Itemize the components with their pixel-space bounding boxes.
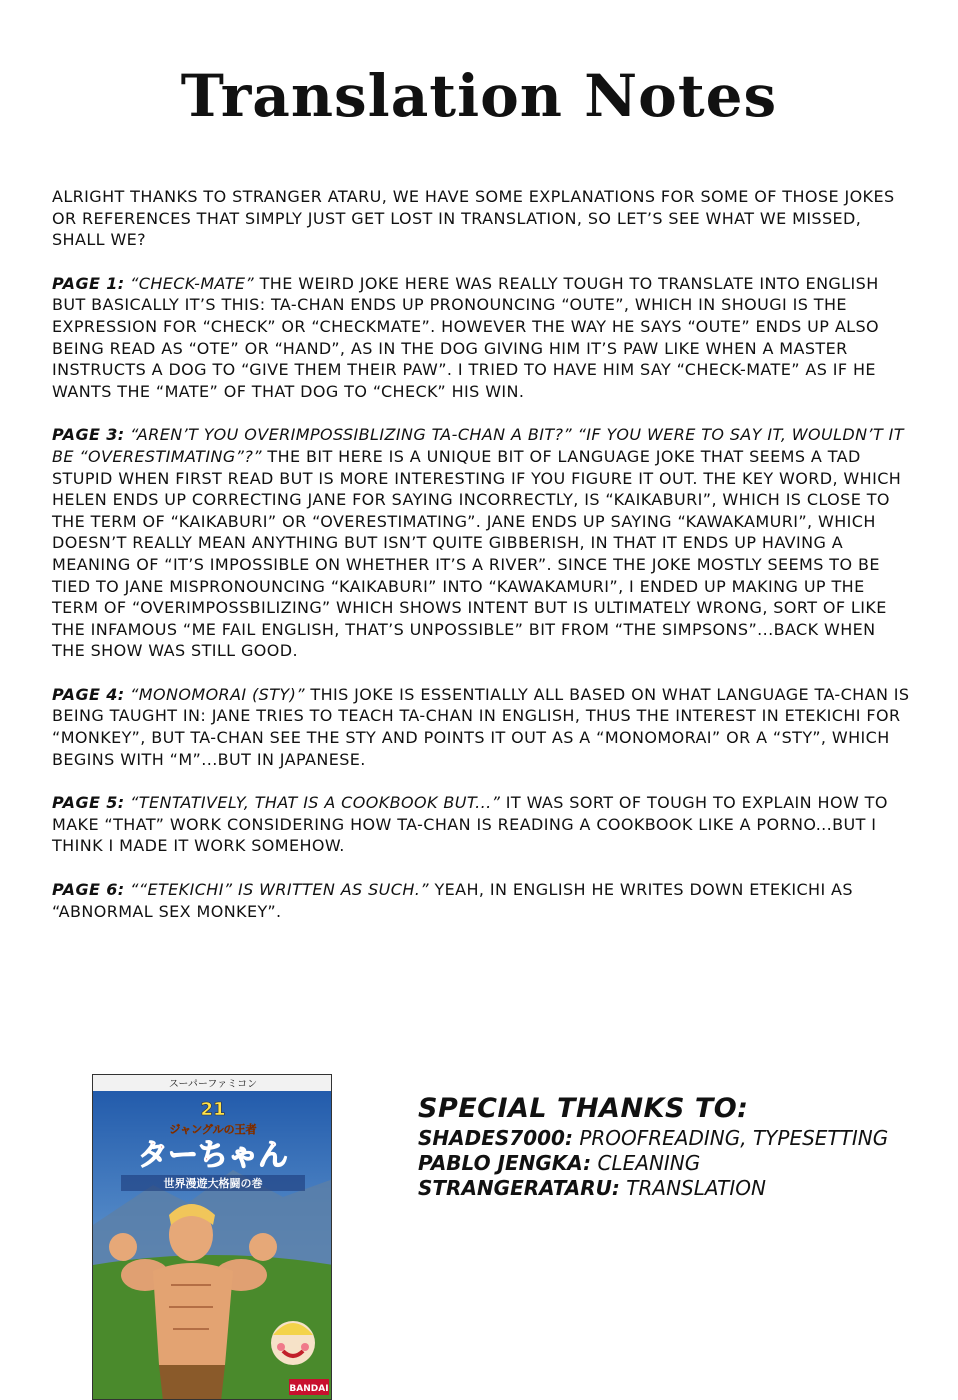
special-thanks [418, 1094, 918, 1201]
note-quote: “AREN’T YOU OVERIMPOSSIBLIZING TA-CHAN A BIT?” “IF YOU WERE TO SAY IT, WOULDN’T IT BE “OVERESTIMATING”?” [52, 425, 904, 466]
credit-name: PABLO JENGKA: [418, 1151, 592, 1175]
note-page-6 [52, 879, 912, 922]
page-title: Translation Notes [180, 62, 778, 130]
note-quote: “MONOMORAI (STY)” [130, 684, 305, 704]
note-label: PAGE 4: [52, 684, 125, 704]
cover-publisher: BANDAI [289, 1384, 329, 1394]
note-label: PAGE 6: [52, 880, 125, 900]
credit-name: SHADES7000: [418, 1126, 573, 1150]
note-label: PAGE 5: [52, 793, 125, 813]
note-page-4 [52, 684, 912, 770]
thanks-heading: SPECIAL THANKS TO: [418, 1093, 749, 1124]
note-text: YEAH, IN ENGLISH HE WRITES DOWN ETEKICHI AS “ABNORMAL SEX MONKEY”. [52, 880, 853, 921]
credit-name: STRANGERATARU: [418, 1176, 620, 1200]
credit-role: CLEANING [597, 1151, 701, 1175]
game-cover-image [92, 1074, 332, 1400]
note-label: PAGE 3: [52, 425, 125, 445]
note-quote: “TENTATIVELY, THAT IS A COOKBOOK BUT...” [130, 793, 501, 813]
note-quote: ““ETEKICHI” IS WRITTEN AS SUCH.” [130, 880, 429, 900]
credit-role: TRANSLATION [626, 1176, 766, 1200]
note-text: THE BIT HERE IS A UNIQUE BIT OF LANGUAGE JOKE THAT SEEMS A TAD STUPID WHEN FIRST READ BUT IS MORE INTERESTING IF YOU FIGURE IT OUT. THE KEY WORD, WHICH HELEN ENDS UP CORRECTING JANE FOR SAYING INCORRECTLY, IS “KAIKABURI”, WHICH IS CLOSE TO THE TERM OF “KAIKABURI” OR “OVERESTIMATING”. JANE ENDS UP SAYING “KAWAKAMURI”, WHICH DOESN’T REALLY MEAN ANYTHING BUT ISN’T QUITE GIBBERISH, IN THAT IT ENDS UP HAVING A MEANING OF “IT’S IMPOSSIBLE ON WHETHER IT’S A RIVER”. SINCE THE JOKE MOSTLY SEEMS TO BE TIED TO JANE MISPRONOUNCING “KAIKABURI” INTO “KAWAKAMURI”, I ENDED UP MAKING UP THE TERM OF “OVERIMPOSSBILIZING” WHICH SHOWS INTENT BUT IS ULTIMATELY WRONG, SORT OF LIKE THE INFAMOUS “ME FAIL ENGLISH, THAT’S UNPOSSIBLE” BIT FROM “THE SIMPSONS”...BACK WHEN THE SHOW WAS STILL GOOD. [52, 446, 902, 661]
credit-line [418, 1126, 918, 1151]
note-label: PAGE 1: [52, 273, 125, 293]
note-text: THE WEIRD JOKE HERE WAS REALLY TOUGH TO TRANSLATE INTO ENGLISH BUT BASICALLY IT’S THIS: TA-CHAN ENDS UP PRONOUNCING “OUTE”, WHICH IN SHOUGI IS THE EXPRESSION FOR “CHECK” OR “CHECKMATE”. HOWEVER THE WAY HE SAYS “OUTE” ENDS UP ALSO BEING READ AS “OTE” OR “HAND”, AS IN THE DOG GIVING HIM IT’S PAW LIKE WHEN A MASTER INSTRUCTS A DOG TO “GIVE THEM THEIR PAW”. I TRIED TO HAVE HIM SAY “CHECK-MATE” AS IF HE WANTS THE “MATE” OF THAT DOG TO “CHECK” HIS WIN. [52, 273, 880, 401]
note-page-5 [52, 792, 912, 857]
note-quote: “CHECK-MATE” [130, 273, 255, 293]
intro-paragraph: ALRIGHT THANKS TO STRANGER ATARU, WE HAVE SOME EXPLANATIONS FOR SOME OF THOSE JOKES OR REFERENCES THAT SIMPLY JUST GET LOST IN TRANSLATION, SO LET’S SEE WHAT WE MISSED, SHALL WE? [52, 187, 895, 250]
cover-series: ジャングルの王者 [169, 1123, 257, 1136]
cover-art [93, 1075, 332, 1400]
credit-line [418, 1151, 918, 1176]
note-page-1 [52, 273, 912, 403]
cover-banner-text: スーパーファミコン [168, 1079, 258, 1090]
cover-number: 21 [200, 1099, 226, 1120]
cover-subtitle: 世界漫遊大格闘の巻 [163, 1177, 263, 1190]
note-text: IT WAS SORT OF TOUGH TO EXPLAIN HOW TO MAKE “THAT” WORK CONSIDERING HOW TA-CHAN IS READING A COOKBOOK LIKE A PORNO...BUT I THINK I MADE IT WORK SOMEHOW. [52, 793, 888, 856]
notes-body [52, 186, 912, 944]
cover-companion [271, 1321, 315, 1365]
credit-role: PROOFREADING, TYPESETTING [579, 1126, 889, 1150]
note-page-3 [52, 424, 912, 662]
cover-logo: ターちゃん [138, 1138, 288, 1173]
credit-line [418, 1176, 918, 1201]
note-text: THIS JOKE IS ESSENTIALLY ALL BASED ON WHAT LANGUAGE TA-CHAN IS BEING TAUGHT IN: JANE TRIES TO TEACH TA-CHAN IN ENGLISH, THUS THE INTEREST IN ETEKICHI FOR “MONKEY”, BUT TA-CHAN SEE THE STY AND POINTS IT OUT AS A “MONOMORAI” OR A “STY”, WHICH BEGINS WITH “M”...BUT IN JAPANESE. [52, 684, 910, 769]
